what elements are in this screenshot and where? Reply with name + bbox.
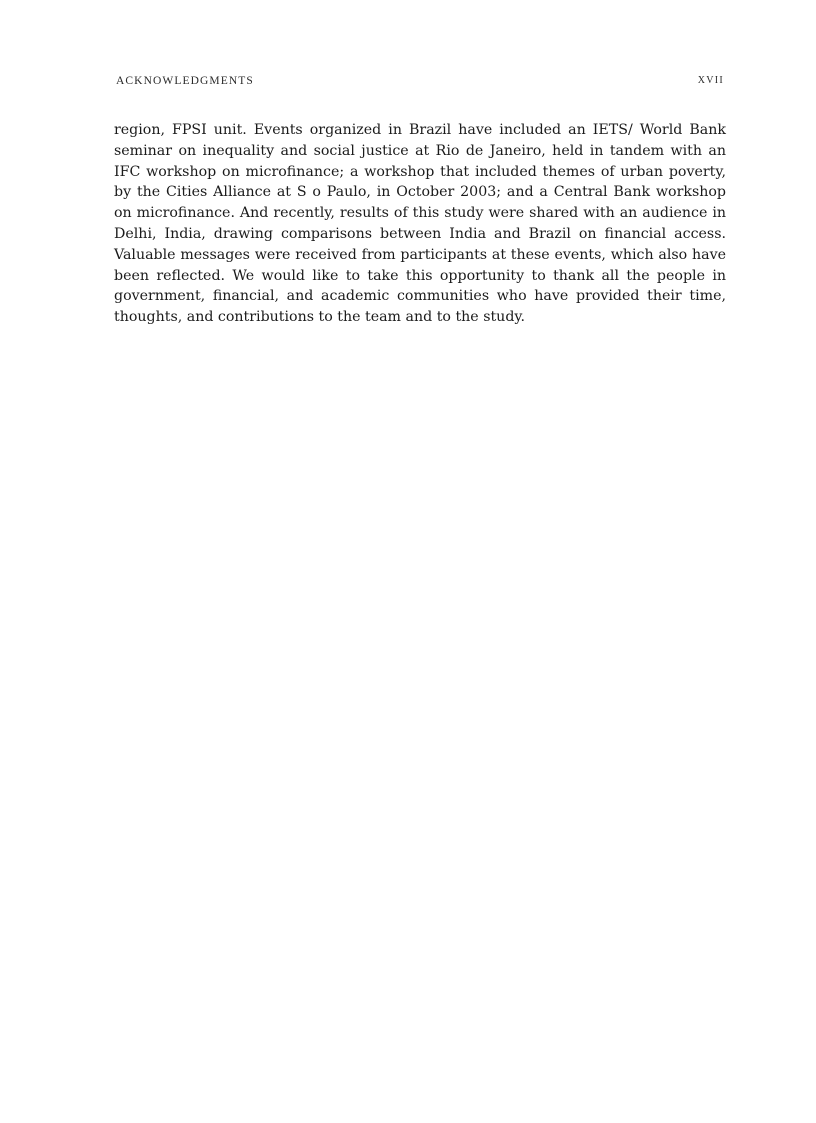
page-number: XVII: [697, 75, 724, 86]
running-head-section-title: ACKNOWLEDGMENTS: [116, 75, 254, 87]
body-paragraph: region, FPSI unit. Events organized in Brazil have included an IETS/ World Bank seminar on inequality and social justice at Rio de Janeiro, held in tandem with an IFC workshop on microfinance; a workshop that included themes of urban poverty, by the Cities Alliance at S o Paulo, in October 2003; and a Central Bank workshop on microfinance. And recently, results of this study were shared with an audience in Delhi, India, drawing comparisons between India and Brazil on financial access. Valuable messages were received from participants at these events, which also have been reflected. We would like to take this opportunity to thank all the people in government, financial, and academic communities who have provided their time, thoughts, and contributions to the team and to the study.: [114, 122, 726, 326]
running-head: [116, 75, 724, 91]
